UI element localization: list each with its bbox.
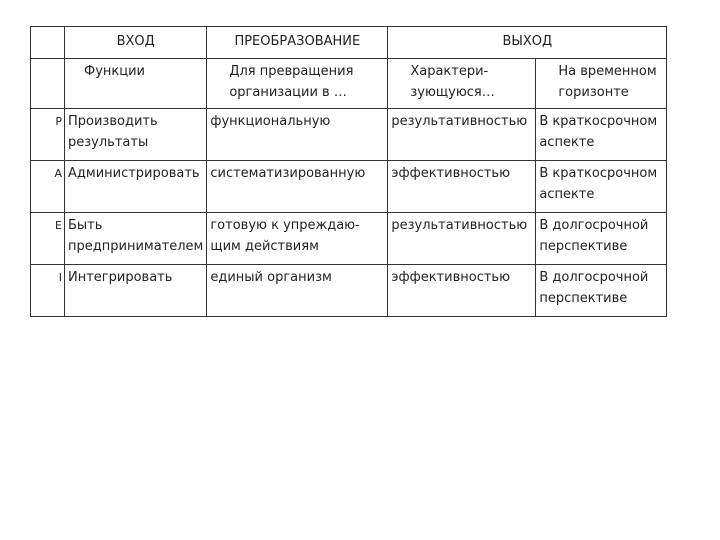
row-function: Быть предпринимателем: [65, 213, 207, 265]
row-function: Администрировать: [65, 161, 207, 213]
row-horizon: В краткосрочном аспекте: [536, 109, 667, 161]
row-transform: функциональную: [207, 109, 388, 161]
subheader-corner-cell: [31, 59, 65, 109]
row-letter: I: [31, 265, 65, 317]
row-transform: единый организм: [207, 265, 388, 317]
subheader-row: [31, 59, 667, 109]
header-transform: ПРЕОБРАЗОВАНИЕ: [207, 27, 388, 59]
row-letter: E: [31, 213, 65, 265]
subheader-characteristic: Характери-зующуюся…: [388, 59, 536, 109]
row-horizon: В краткосрочном аспекте: [536, 161, 667, 213]
row-letter: P: [31, 109, 65, 161]
row-characteristic: результативностью: [388, 213, 536, 265]
row-characteristic: результативностью: [388, 109, 536, 161]
row-transform: готовую к упреждаю-щим действиям: [207, 213, 388, 265]
subheader-functions: Функции: [65, 59, 207, 109]
row-letter: A: [31, 161, 65, 213]
row-transform: систематизированную: [207, 161, 388, 213]
corner-cell: [31, 27, 65, 59]
table-row: [31, 213, 667, 265]
table-row: [31, 161, 667, 213]
subheader-horizon: На временном горизонте: [536, 59, 667, 109]
header-output: ВЫХОД: [388, 27, 667, 59]
row-horizon: В долгосрочной перспективе: [536, 265, 667, 317]
subheader-transform: Для превращения организации в …: [207, 59, 388, 109]
header-input: ВХОД: [65, 27, 207, 59]
header-row: [31, 27, 667, 59]
table-row: [31, 109, 667, 161]
row-characteristic: эффективностью: [388, 265, 536, 317]
table-row: [31, 265, 667, 317]
paei-table: [30, 26, 667, 317]
row-function: Производить результаты: [65, 109, 207, 161]
row-horizon: В долгосрочной перспективе: [536, 213, 667, 265]
row-characteristic: эффективностью: [388, 161, 536, 213]
row-function: Интегрировать: [65, 265, 207, 317]
